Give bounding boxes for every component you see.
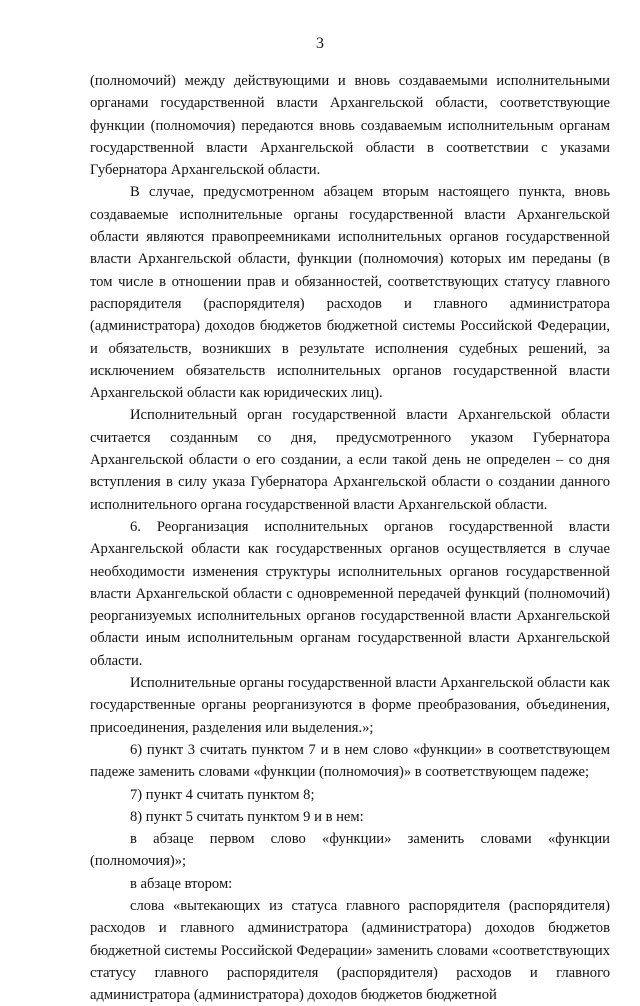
paragraph-item-6-reorganization: 6. Реорганизация исполнительных органов государственной власти Архангельской области как государственных органов осуществляется в случае необходимости изменения структуры исполнительных органов государственной власти Архангельской области с одновременной передачей функций (полномочий) реорганизуемых исполнительных органов государственной власти Архангельской области иным исполнительным органам государственной власти Архангельской области. [90, 518, 610, 669]
page-number: 3 [316, 35, 324, 52]
paragraph-first-abzac: в абзаце первом слово «функции» заменить словами «функции (полномочия)»; [90, 831, 610, 870]
paragraph-words-replacement: слова «вытекающих из статуса главного распорядителя (распорядителя) расходов и главного администратора (администратора) доходов бюджетов бюджетной системы Российской Федерации» заменить словами «соответствующих статусу главного распорядителя (распорядителя) расходов и главного администратора (администратора) доходов бюджетов бюджетной [90, 897, 610, 1004]
document-body [90, 70, 610, 1006]
paragraph-creation-date: Исполнительный орган государственной власти Архангельской области считается созданным со дня, предусмотренного указом Губернатора Архангельской области о его создании, а если такой день не определен – со дня вступления в силу указа Губернатора Архангельской области о создании данного исполнительного органа государственной власти Архангельской области. [90, 407, 610, 513]
paragraph-reorganization-forms: Исполнительные органы государственной власти Архангельской области как государственные органы реорганизуются в форме преобразования, объединения, присоединения, разделения или выделения.»; [90, 675, 611, 736]
paragraph-successors: В случае, предусмотренном абзацем вторым настоящего пункта, вновь создаваемые исполнительные органы государственной власти Архангельской области являются правопреемниками исполнительных органов государственной власти Архангельской области, функции (полномочия) которых им переданы (в том числе в отношении прав и обязанностей, соответствующих статусу главного распорядителя (распорядителя) расходов и главного администратора (администратора) доходов бюджетов бюджетной системы Российской Федерации, и обязательств, возникших в результате исполнения судебных решений, за исключением обязательств исполнительных органов государственной власти Архангельской области как юридических лиц). [90, 184, 610, 402]
paragraph-continuation: (полномочий) между действующими и вновь создаваемыми исполнительными органами государственной власти Архангельской области, соответствующие функции (полномочия) передаются вновь создаваемым исполнительным органам государственной власти Архангельской области в соответствии с указами Губернатора Архангельской области. [90, 73, 610, 179]
paragraph-second-abzac: в абзаце втором: [130, 875, 233, 892]
paragraph-subitem-6: 6) пункт 3 считать пунктом 7 и в нем слово «функции» в соответствующем падеже заменить словами «функции (полномочия)» в соответствующем падеже; [90, 741, 610, 781]
paragraph-subitem-7: 7) пункт 4 считать пунктом 8; [130, 786, 315, 803]
paragraph-subitem-8: 8) пункт 5 считать пунктом 9 и в нем: [130, 808, 364, 825]
